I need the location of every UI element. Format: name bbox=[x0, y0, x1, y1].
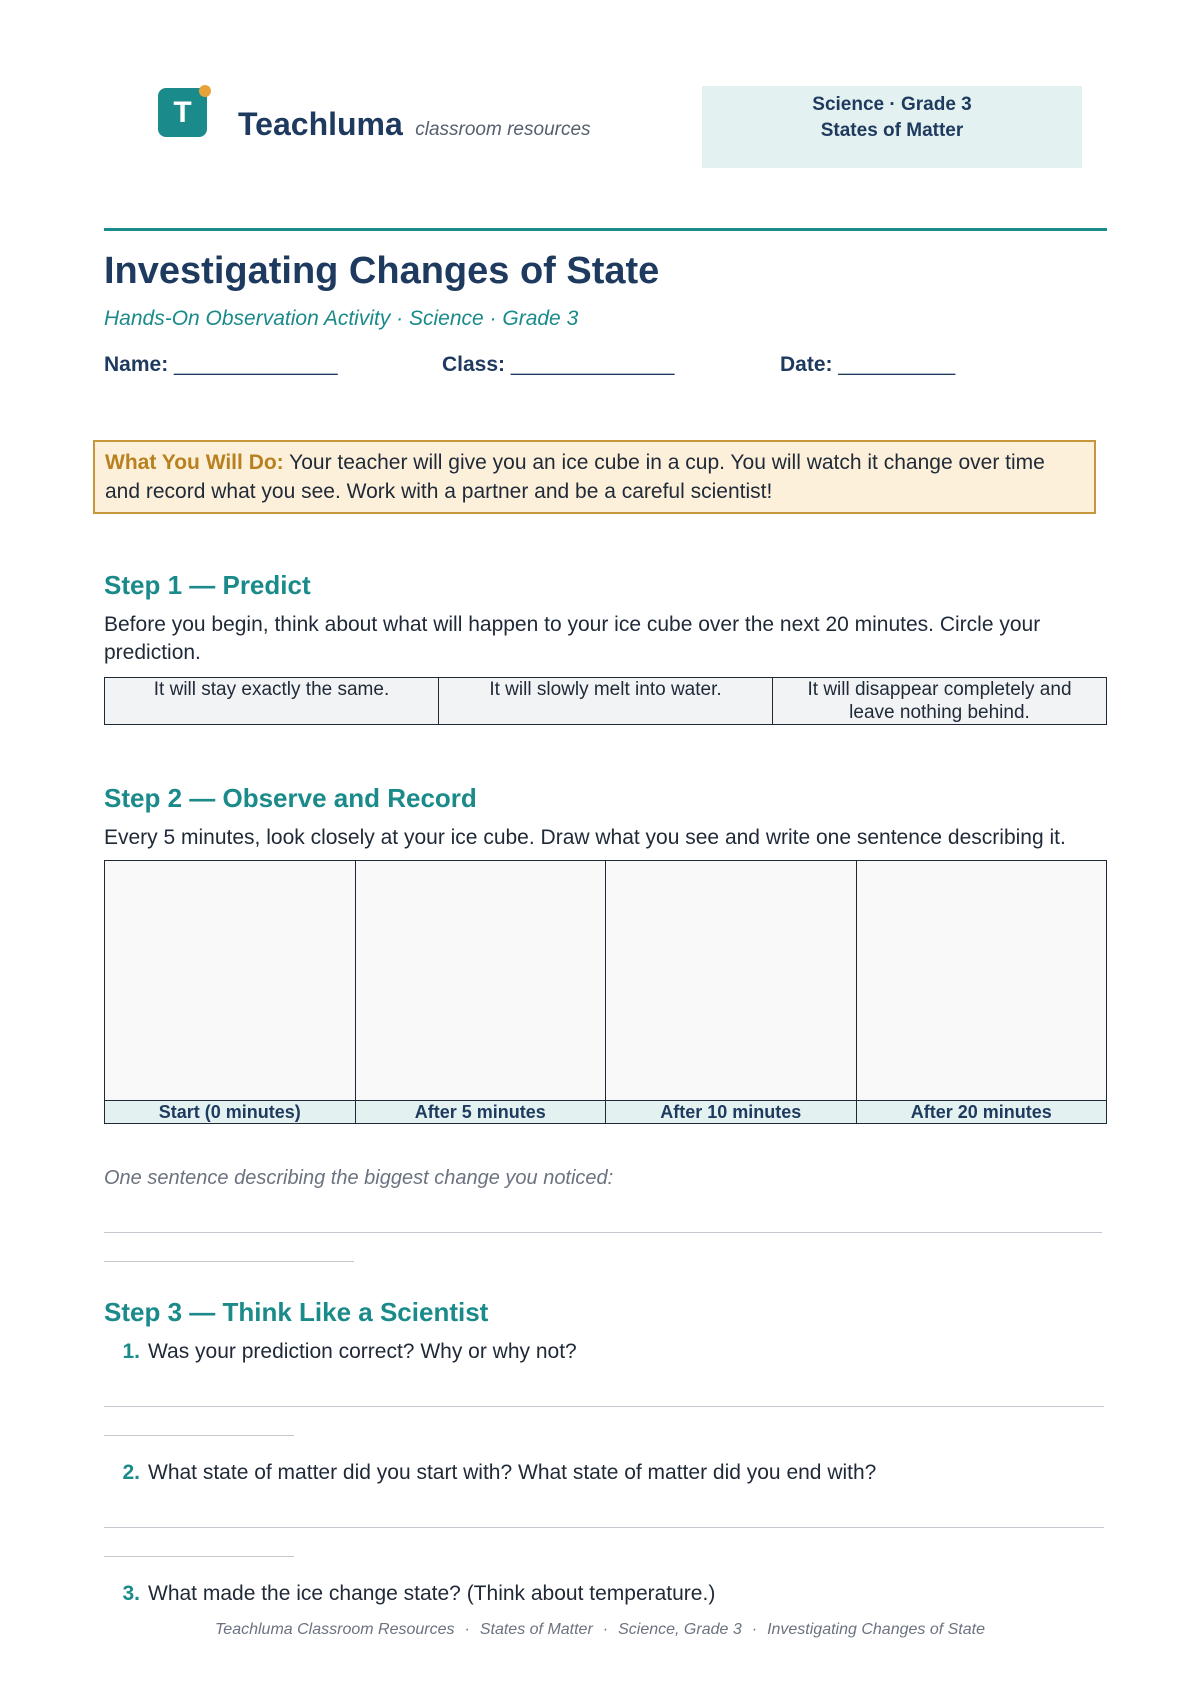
prediction-table bbox=[104, 677, 1107, 725]
question-item bbox=[104, 1582, 715, 1606]
name-field[interactable] bbox=[104, 353, 338, 377]
footer-separator: · bbox=[751, 1621, 758, 1638]
question-item bbox=[104, 1461, 876, 1485]
callout-lead: What You Will Do: bbox=[105, 451, 284, 474]
observation-column bbox=[857, 861, 1107, 1123]
observation-column bbox=[105, 861, 356, 1123]
brand-name: Teachluma bbox=[238, 106, 403, 142]
answer-line[interactable] bbox=[104, 1232, 1102, 1233]
logo-icon bbox=[158, 88, 207, 137]
logo-letter: T bbox=[173, 95, 192, 129]
page-title: Investigating Changes of State bbox=[104, 250, 660, 292]
drawing-box[interactable] bbox=[356, 861, 606, 1100]
question-text: What made the ice change state? (Think about temperature.) bbox=[148, 1582, 716, 1605]
date-blank[interactable]: __________ bbox=[838, 353, 956, 376]
brand-tagline: classroom resources bbox=[415, 119, 591, 140]
brand bbox=[238, 106, 591, 143]
drawing-box[interactable] bbox=[105, 861, 355, 1100]
prediction-option[interactable]: It will disappear completely and leave nothing behind. bbox=[807, 679, 1072, 723]
class-blank[interactable]: ______________ bbox=[510, 353, 675, 376]
observation-column bbox=[356, 861, 607, 1123]
question-number: 3. bbox=[122, 1582, 140, 1605]
subject-line: Science · Grade 3 bbox=[812, 94, 972, 115]
date-label: Date: bbox=[780, 353, 833, 376]
name-blank[interactable]: ______________ bbox=[174, 353, 338, 376]
instructions-callout bbox=[93, 440, 1096, 514]
step3-heading: Step 3 — Think Like a Scientist bbox=[104, 1297, 489, 1327]
date-field[interactable] bbox=[780, 353, 955, 377]
prediction-option[interactable]: It will stay exactly the same. bbox=[105, 678, 439, 724]
step1-instructions: Before you begin, think about what will happen to your ice cube over the next 20 minutes. Circle your prediction. bbox=[104, 613, 1041, 664]
answer-line[interactable] bbox=[104, 1261, 354, 1262]
question-number: 1. bbox=[122, 1340, 140, 1363]
answer-line[interactable] bbox=[104, 1556, 294, 1557]
footer-separator: · bbox=[602, 1621, 609, 1638]
footer-course: Science, Grade 3 bbox=[618, 1621, 742, 1638]
drawing-box[interactable] bbox=[857, 861, 1107, 1100]
step1-heading: Step 1 — Predict bbox=[104, 570, 311, 600]
observation-label: After 5 minutes bbox=[356, 1100, 606, 1123]
question-text: What state of matter did you start with? What state of matter did you end with? bbox=[148, 1461, 877, 1484]
logo-dot bbox=[199, 85, 211, 97]
subject-box bbox=[702, 86, 1082, 168]
question-text: Was your prediction correct? Why or why not? bbox=[148, 1340, 577, 1363]
prediction-option[interactable]: It will slowly melt into water. bbox=[439, 678, 773, 724]
step2-heading: Step 2 — Observe and Record bbox=[104, 783, 477, 813]
footer-unit: States of Matter bbox=[479, 1621, 593, 1638]
answer-line[interactable] bbox=[104, 1435, 294, 1436]
class-label: Class: bbox=[442, 353, 506, 376]
footer-separator: · bbox=[464, 1621, 470, 1638]
name-label: Name: bbox=[104, 353, 169, 376]
observation-label: Start (0 minutes) bbox=[105, 1100, 355, 1123]
header-rule bbox=[104, 228, 1107, 231]
callout-text: Your teacher will give you an ice cube in a cup. You will watch it change over time and record what you see. Work with a partner and be a careful scientist! bbox=[105, 451, 1045, 503]
answer-line[interactable] bbox=[104, 1527, 1104, 1528]
page-subtitle: Hands-On Observation Activity · Science · Grade 3 bbox=[104, 307, 579, 330]
footer-lesson: Investigating Changes of State bbox=[767, 1621, 985, 1638]
answer-line[interactable] bbox=[104, 1406, 1104, 1407]
observation-label: After 10 minutes bbox=[606, 1100, 856, 1123]
change-prompt: One sentence describing the biggest change you noticed: bbox=[104, 1167, 614, 1189]
question-item bbox=[104, 1340, 577, 1364]
page-footer bbox=[0, 1621, 1200, 1639]
drawing-box[interactable] bbox=[606, 861, 856, 1100]
observation-label: After 20 minutes bbox=[857, 1100, 1107, 1123]
observation-column bbox=[606, 861, 857, 1123]
class-field[interactable] bbox=[442, 353, 674, 377]
topic-line: States of Matter bbox=[820, 120, 964, 141]
footer-publisher: Teachluma Classroom Resources bbox=[215, 1621, 455, 1638]
question-number: 2. bbox=[122, 1461, 140, 1484]
step2-instructions: Every 5 minutes, look closely at your ice cube. Draw what you see and write one sentence describing it. bbox=[104, 826, 1066, 849]
observation-grid bbox=[104, 860, 1107, 1124]
